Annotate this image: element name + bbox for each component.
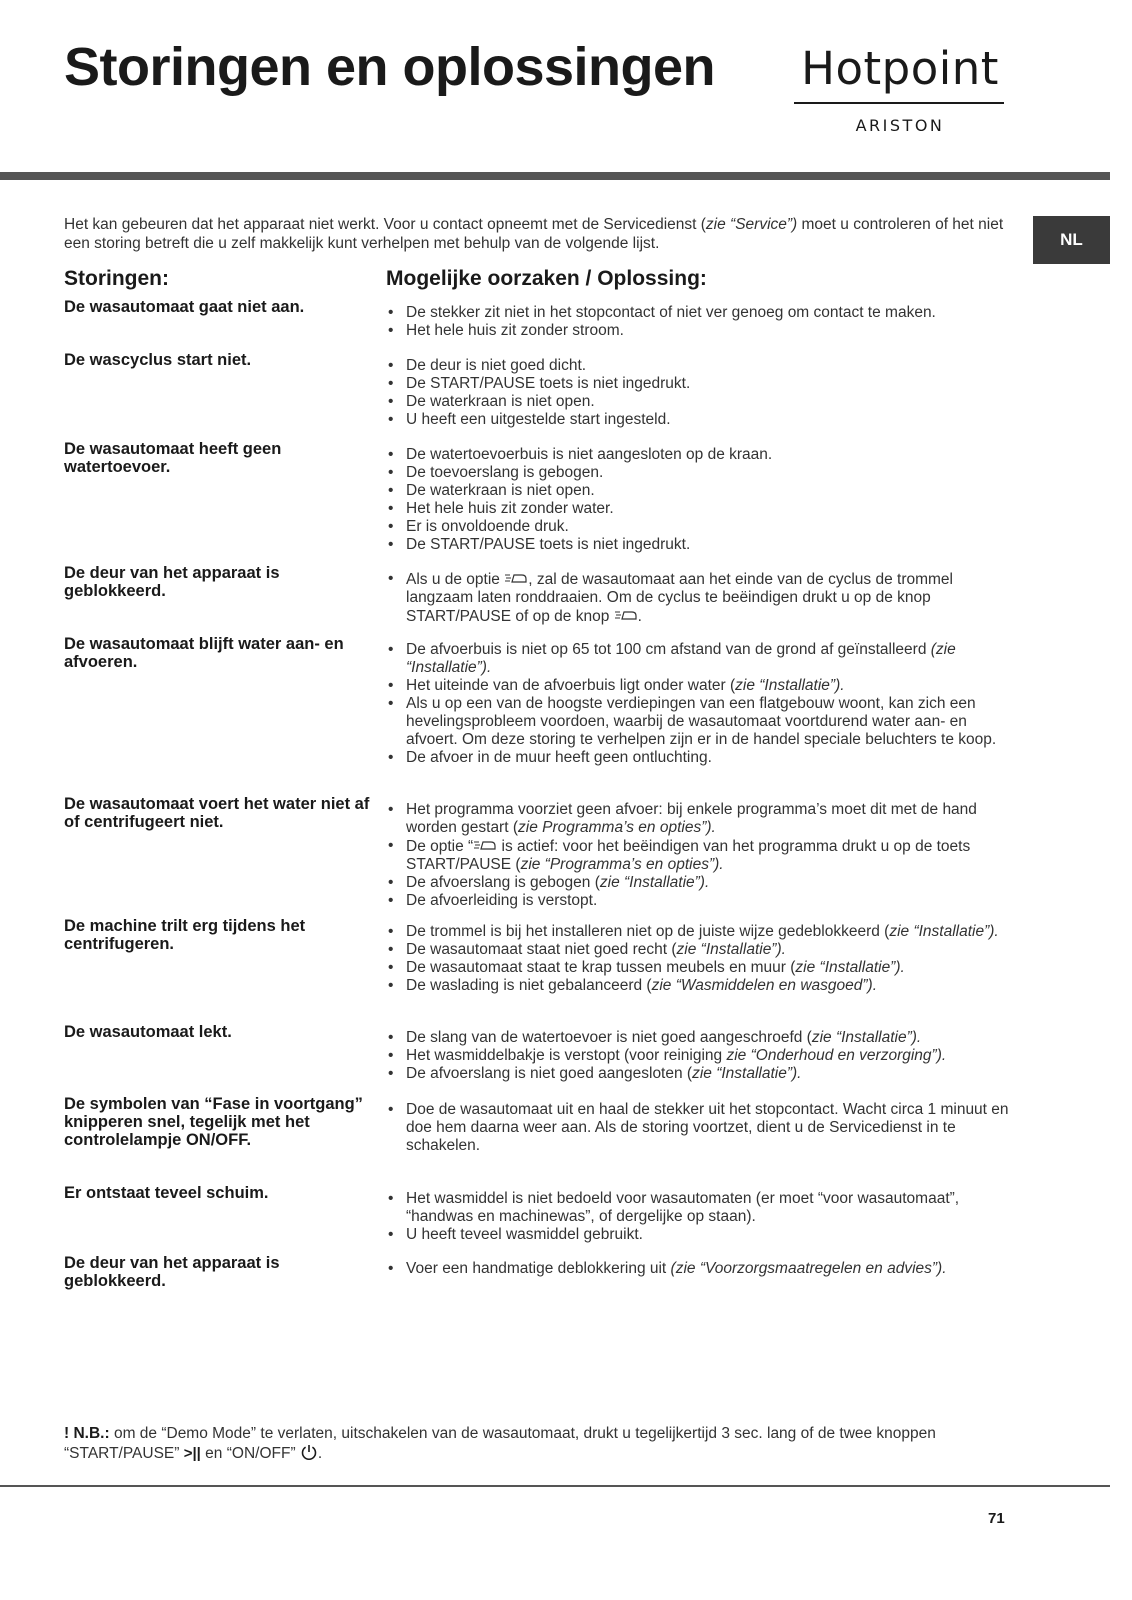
solution-item	[386, 923, 1011, 941]
brand-logo-rule	[794, 102, 1004, 104]
solution-item	[386, 322, 1011, 340]
solution-item	[386, 749, 1011, 767]
solution-text: De trommel is bij het installeren niet op de juiste wijze gedeblokkeerd (	[406, 923, 890, 940]
solution-list	[386, 923, 1011, 995]
solution-item	[386, 357, 1011, 375]
footer-divider	[0, 1485, 1110, 1487]
solution-text: Er is onvoldoende druk.	[406, 518, 569, 535]
solution-item	[386, 641, 1011, 677]
solution-text: U heeft een uitgestelde start ingesteld.	[406, 411, 671, 428]
solution-reference: zie “Installatie”).	[692, 1065, 802, 1082]
header-divider	[0, 172, 1110, 180]
solution-reference: zie “Installatie”).	[735, 677, 845, 694]
fault-label: De deur van het apparaat is geblokkeerd.	[64, 1254, 280, 1290]
fault-label: De wasautomaat gaat niet aan.	[64, 298, 305, 316]
solution-item	[386, 464, 1011, 482]
solution-list	[386, 304, 1011, 340]
solution-text: De waslading is niet gebalanceerd (	[406, 977, 652, 994]
fault-label: De wasautomaat heeft geen watertoevoer.	[64, 440, 282, 476]
solution-text: De afvoerslang is gebogen (	[406, 874, 600, 891]
solution-reference: (zie “Voorzorgsmaatregelen en advies”).	[670, 1260, 947, 1277]
solution-item	[386, 1190, 1011, 1226]
solution-text: De wasautomaat staat niet goed recht (	[406, 941, 677, 958]
solution-text: De watertoevoerbuis is niet aangesloten op de kraan.	[406, 446, 773, 463]
fault-label: De wasautomaat voert het water niet af of centrifugeert niet.	[64, 795, 370, 831]
solution-item	[386, 570, 1011, 626]
solution-text: Het hele huis zit zonder water.	[406, 500, 614, 517]
solution-item	[386, 536, 1011, 554]
solution-text: De deur is niet goed dicht.	[406, 357, 587, 374]
solution-item	[386, 1260, 1011, 1278]
solution-text: De optie “	[406, 838, 474, 855]
note-end: .	[317, 1445, 323, 1462]
solution-reference: zie “Installatie”).	[676, 941, 786, 958]
brand-logo	[794, 42, 1006, 136]
solution-item	[386, 393, 1011, 411]
solution-reference: zie “Onderhoud en verzorging”).	[726, 1047, 947, 1064]
fault-label: De symbolen van “Fase in voortgang” knipperen snel, tegelijk met het controlelampje ON/OFF.	[64, 1095, 363, 1149]
faults-column-heading: Storingen:	[64, 267, 169, 290]
solution-text: De toevoerslang is gebogen.	[406, 464, 604, 481]
solution-text: De slang van de watertoevoer is niet goed aangeschroefd (	[406, 1029, 812, 1046]
solution-reference: (zie “Installatie”).	[406, 641, 956, 676]
solution-text: De waterkraan is niet open.	[406, 482, 595, 499]
solution-item	[386, 837, 1011, 874]
solution-list	[386, 1029, 1011, 1083]
solution-reference: zie “Wasmiddelen en wasgoed”).	[651, 977, 878, 994]
easy-iron-icon	[504, 570, 528, 588]
solution-text: Als u op een van de hoogste verdiepingen van een flatgebouw woont, kan zich een hevelingsprobleem voordoen, waarbij de wasautomaat voortdurend water aan- en afvoert. Om deze storing te verhelpen zijn er in de handel speciale beluchters te koop.	[406, 695, 997, 748]
solution-item	[386, 500, 1011, 518]
note-text: om de “Demo Mode” te verlaten, uitschakelen van de wasautomaat, drukt u tegelijkertijd 3 sec. lang of de twee knoppen “START/PAUSE”	[64, 1425, 936, 1462]
fault-label: De wasautomaat blijft water aan- en afvoeren.	[64, 635, 344, 671]
solution-item	[386, 375, 1011, 393]
solution-text: U heeft teveel wasmiddel gebruikt.	[406, 1226, 643, 1243]
note-label: ! N.B.:	[64, 1425, 110, 1442]
solutions-column-heading: Mogelijke oorzaken / Oplossing:	[386, 267, 707, 290]
solution-text: Voer een handmatige deblokkering uit	[406, 1260, 671, 1277]
solution-item	[386, 1065, 1011, 1083]
note-middle: en “ON/OFF”	[200, 1445, 300, 1462]
solution-item	[386, 892, 1011, 910]
solution-item	[386, 446, 1011, 464]
fault-label: De wasautomaat lekt.	[64, 1023, 232, 1041]
solution-list	[386, 357, 1011, 429]
solution-item	[386, 941, 1011, 959]
solution-reference: zie “Installatie”).	[795, 959, 905, 976]
solution-text: , zal de wasautomaat aan het einde van de cyclus de trommel langzaam laten ronddraaien. Om de cyclus te beëindigen drukt u op de knop START/PAUSE of op de knop	[406, 571, 954, 625]
solution-item	[386, 677, 1011, 695]
solution-text: De afvoerbuis is niet op 65 tot 100 cm afstand van de grond af geïnstalleerd	[406, 641, 931, 658]
solution-text: Het hele huis zit zonder stroom.	[406, 322, 624, 339]
solution-reference: zie Programma’s en opties”).	[518, 819, 716, 836]
solution-item	[386, 874, 1011, 892]
solution-item	[386, 695, 1011, 749]
solution-item	[386, 482, 1011, 500]
intro-text-after: moet u controleren of het niet een storing betreft die u zelf makkelijk kunt verhelpen met behulp van de volgende lijst.	[64, 216, 1004, 252]
solution-reference: zie “Installatie”).	[599, 874, 710, 891]
solution-list	[386, 570, 1011, 626]
solution-list	[386, 1190, 1011, 1244]
solution-text: Het programma voorziet geen afvoer: bij enkele programma’s moet dit met de hand worden gestart (	[406, 801, 977, 836]
solution-text: De afvoer in de muur heeft geen ontluchting.	[406, 749, 712, 766]
solution-text: Als u de optie	[406, 571, 505, 588]
solution-reference: zie “Programma’s en opties”).	[520, 856, 724, 873]
solution-item	[386, 304, 1011, 322]
easy-iron-icon	[614, 607, 638, 625]
solution-list	[386, 641, 1011, 767]
solution-item	[386, 1047, 1011, 1065]
fault-label: Er ontstaat teveel schuim.	[64, 1184, 269, 1202]
solution-list	[386, 801, 1011, 910]
solution-text: De stekker zit niet in het stopcontact of niet ver genoeg om contact te maken.	[406, 304, 936, 321]
fault-label: De wascyclus start niet.	[64, 351, 252, 369]
intro-text-before: Het kan gebeuren dat het apparaat niet werkt. Voor u contact opneemt met de Servicedienst (	[64, 216, 706, 233]
brand-logo-main: Hotpoint	[801, 42, 999, 95]
page-title: Storingen en oplossingen	[64, 37, 716, 97]
solution-item	[386, 977, 1011, 995]
solution-text: .	[637, 608, 642, 625]
solution-text: Het wasmiddelbakje is verstopt (voor reiniging	[406, 1047, 727, 1064]
brand-logo-sub: ARISTON	[855, 116, 945, 135]
intro-paragraph	[64, 215, 1024, 253]
demo-mode-note	[64, 1424, 1014, 1463]
solution-text: De afvoerslang is niet goed aangesloten (	[406, 1065, 693, 1082]
easy-iron-icon	[473, 837, 497, 855]
page-number: 71	[988, 1510, 1005, 1527]
solution-text: De START/PAUSE toets is niet ingedrukt.	[406, 375, 691, 392]
play-pause-icon: >||	[183, 1445, 201, 1462]
solution-item	[386, 1226, 1011, 1244]
intro-ref: zie “Service”)	[705, 216, 798, 233]
solution-item	[386, 959, 1011, 977]
solution-item	[386, 1101, 1011, 1155]
solution-text: is actief: voor het beëindigen van het programma drukt u op de toets START/PAUSE (	[406, 838, 971, 873]
fault-label: De deur van het apparaat is geblokkeerd.	[64, 564, 280, 600]
solution-text: De waterkraan is niet open.	[406, 393, 595, 410]
solution-list	[386, 1260, 1011, 1278]
solution-text: De START/PAUSE toets is niet ingedrukt.	[406, 536, 691, 553]
solution-item	[386, 1029, 1011, 1047]
solution-item	[386, 518, 1011, 536]
solution-list	[386, 1101, 1011, 1155]
fault-label: De machine trilt erg tijdens het centrifugeren.	[64, 917, 306, 953]
language-badge: NL	[1033, 216, 1110, 264]
power-icon	[300, 1443, 318, 1461]
solution-reference: zie “Installatie”).	[811, 1029, 922, 1046]
solution-text: De wasautomaat staat te krap tussen meubels en muur (	[406, 959, 796, 976]
solution-text: Doe de wasautomaat uit en haal de stekker uit het stopcontact. Wacht circa 1 minuut en doe hem daarna weer aan. Als de storing voortzet, dient u de Servicedienst in te schakelen.	[406, 1101, 1009, 1154]
solution-reference: zie “Installatie”).	[889, 923, 999, 940]
solution-text: Het wasmiddel is niet bedoeld voor wasautomaten (er moet “voor wasautomaat”, “handwas en machinewas”, of dergelijke op staan).	[406, 1190, 960, 1225]
solution-list	[386, 446, 1011, 554]
solution-item	[386, 411, 1011, 429]
solution-item	[386, 801, 1011, 837]
solution-text: De afvoerleiding is verstopt.	[406, 892, 598, 909]
solution-text: Het uiteinde van de afvoerbuis ligt onder water (	[406, 677, 736, 694]
